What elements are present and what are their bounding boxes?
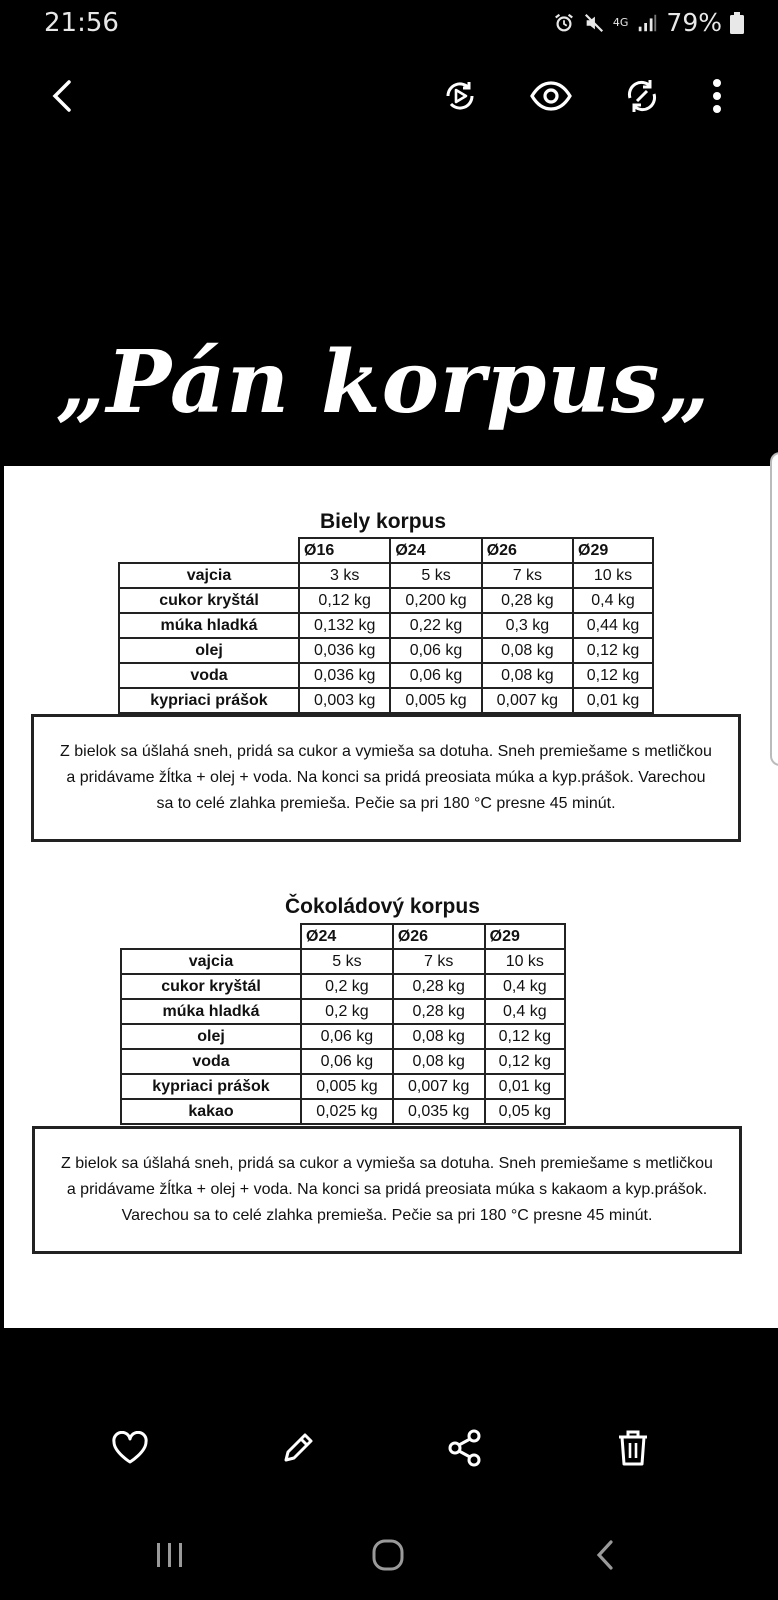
- status-time: 21:56: [44, 8, 119, 38]
- value-cell: 5 ks: [301, 949, 393, 974]
- edit-icon: [280, 1430, 316, 1466]
- more-options-button[interactable]: [695, 74, 739, 118]
- row-label: kakao: [121, 1099, 301, 1124]
- eye-icon: [530, 81, 572, 111]
- instructions-chocolate: [32, 1126, 742, 1254]
- value-cell: 0,22 kg: [390, 613, 481, 638]
- value-cell: 0,4 kg: [485, 974, 565, 999]
- status-bar: [0, 0, 778, 48]
- value-cell: 5 ks: [390, 563, 481, 588]
- system-nav-bar: [0, 1520, 778, 1590]
- header-cell: Ø24: [390, 538, 481, 563]
- instructions-white: [31, 714, 741, 842]
- value-cell: 0,06 kg: [390, 638, 481, 663]
- value-cell: 0,003 kg: [299, 688, 390, 713]
- row-label: kypriaci prášok: [119, 688, 299, 713]
- instruction-line: Z bielok sa úšlahá sneh, pridá sa cukor a vymieša sa dotuha. Sneh premiešame s metličkou: [60, 743, 712, 760]
- table-row: [121, 974, 565, 999]
- header-cell: Ø16: [299, 538, 390, 563]
- header-cell: Ø26: [482, 538, 573, 563]
- table-row: [121, 949, 565, 974]
- value-cell: 0,036 kg: [299, 663, 390, 688]
- table-row: [121, 1099, 565, 1124]
- delete-button[interactable]: [611, 1426, 655, 1470]
- row-label: olej: [121, 1024, 301, 1049]
- row-label: kypriaci prášok: [121, 1074, 301, 1099]
- section-title-chocolate: Čokoládový korpus: [285, 895, 480, 918]
- table-row: [119, 613, 653, 638]
- value-cell: 0,12 kg: [573, 638, 653, 663]
- image-banner: [4, 272, 778, 466]
- table-row: [121, 1074, 565, 1099]
- row-label: olej: [119, 638, 299, 663]
- back-nav-icon: [594, 1539, 616, 1571]
- value-cell: 0,4 kg: [573, 588, 653, 613]
- share-button[interactable]: [443, 1426, 487, 1470]
- back-icon: [49, 79, 75, 113]
- header-cell: Ø24: [301, 924, 393, 949]
- header-cell: Ø29: [485, 924, 565, 949]
- table-row: [119, 588, 653, 613]
- delete-icon: [617, 1429, 649, 1467]
- battery-icon: [730, 12, 744, 34]
- table-row: [119, 638, 653, 663]
- value-cell: 0,025 kg: [301, 1099, 393, 1124]
- network-4g-icon: 4G: [612, 16, 629, 29]
- instruction-line: sa to celé zlahka premieša. Pečie sa pri 180 °C presne 45 minút.: [156, 795, 616, 812]
- edge-panel-handle[interactable]: [770, 452, 778, 766]
- remaster-button[interactable]: [438, 74, 482, 118]
- instruction-line: Z bielok sa úšlahá sneh, pridá sa cukor a vymieša sa dotuha. Sneh premiešame s metličkou: [61, 1155, 713, 1172]
- instruction-line: Varechou sa to celé zlahka premieša. Pečie sa pri 180 °C presne 45 minút.: [121, 1207, 653, 1224]
- row-label: vajcia: [119, 563, 299, 588]
- eye-button[interactable]: [529, 74, 573, 118]
- status-icons: [553, 8, 744, 37]
- value-cell: 7 ks: [482, 563, 573, 588]
- value-cell: 0,12 kg: [299, 588, 390, 613]
- value-cell: 0,2 kg: [301, 974, 393, 999]
- value-cell: 0,06 kg: [301, 1024, 393, 1049]
- table-row: [119, 563, 653, 588]
- value-cell: 0,036 kg: [299, 638, 390, 663]
- remaster-icon: [442, 78, 478, 114]
- value-cell: 0,007 kg: [393, 1074, 485, 1099]
- value-cell: 0,12 kg: [573, 663, 653, 688]
- value-cell: 0,132 kg: [299, 613, 390, 638]
- header-cell: Ø26: [393, 924, 485, 949]
- value-cell: 0,08 kg: [482, 638, 573, 663]
- alarm-icon: [553, 12, 575, 34]
- table-row: [121, 1024, 565, 1049]
- share-icon: [447, 1429, 483, 1467]
- table-header-row: [119, 538, 653, 563]
- mute-icon: [583, 12, 605, 34]
- value-cell: 0,035 kg: [393, 1099, 485, 1124]
- home-button[interactable]: [363, 1530, 413, 1580]
- header-empty-cell: [119, 538, 299, 563]
- value-cell: 0,28 kg: [482, 588, 573, 613]
- row-label: cukor kryštál: [119, 588, 299, 613]
- table-header-row: [121, 924, 565, 949]
- table-chocolate: [120, 923, 566, 1125]
- favorite-button[interactable]: [108, 1426, 152, 1470]
- banner-title: „Pán korpus„: [56, 332, 711, 433]
- value-cell: 0,06 kg: [390, 663, 481, 688]
- value-cell: 0,005 kg: [390, 688, 481, 713]
- value-cell: 0,28 kg: [393, 999, 485, 1024]
- value-cell: 0,08 kg: [393, 1024, 485, 1049]
- instruction-line: a pridávame žĺtka + olej + voda. Na konci sa pridá preosiata múka a kyp.prášok. Varechou: [66, 769, 706, 786]
- row-label: voda: [121, 1049, 301, 1074]
- rotate-button[interactable]: [620, 74, 664, 118]
- value-cell: 0,12 kg: [485, 1024, 565, 1049]
- favorite-icon: [111, 1431, 149, 1465]
- value-cell: 0,44 kg: [573, 613, 653, 638]
- value-cell: 0,3 kg: [482, 613, 573, 638]
- value-cell: 0,200 kg: [390, 588, 481, 613]
- value-cell: 0,06 kg: [301, 1049, 393, 1074]
- rotate-icon: [624, 78, 660, 114]
- value-cell: 0,28 kg: [393, 974, 485, 999]
- row-label: voda: [119, 663, 299, 688]
- table-row: [121, 1049, 565, 1074]
- value-cell: 0,08 kg: [482, 663, 573, 688]
- back-button[interactable]: [40, 74, 84, 118]
- recents-button[interactable]: [145, 1530, 195, 1580]
- value-cell: 3 ks: [299, 563, 390, 588]
- value-cell: 0,12 kg: [485, 1049, 565, 1074]
- table-white: [118, 537, 654, 714]
- table-row: [121, 999, 565, 1024]
- value-cell: 7 ks: [393, 949, 485, 974]
- value-cell: 0,08 kg: [393, 1049, 485, 1074]
- value-cell: 10 ks: [485, 949, 565, 974]
- edit-button[interactable]: [276, 1426, 320, 1470]
- system-back-button[interactable]: [580, 1530, 630, 1580]
- value-cell: 0,2 kg: [301, 999, 393, 1024]
- value-cell: 0,007 kg: [482, 688, 573, 713]
- header-cell: Ø29: [573, 538, 653, 563]
- table-row: [119, 663, 653, 688]
- section-title-white: Biely korpus: [320, 510, 447, 533]
- value-cell: 0,05 kg: [485, 1099, 565, 1124]
- row-label: vajcia: [121, 949, 301, 974]
- instruction-line: a pridávame žĺtka + olej + voda. Na konci sa pridá preosiata múka s kakaom a kyp.prášok.: [66, 1181, 708, 1198]
- more-icon: [712, 78, 722, 114]
- row-label: múka hladká: [121, 999, 301, 1024]
- home-icon: [371, 1538, 405, 1572]
- photo-content[interactable]: [4, 272, 778, 1328]
- recents-icon: [155, 1542, 185, 1568]
- viewer-top-bar: [0, 60, 778, 130]
- header-empty-cell: [121, 924, 301, 949]
- value-cell: 0,01 kg: [485, 1074, 565, 1099]
- viewer-action-bar: [0, 1410, 778, 1490]
- signal-icon: [636, 12, 658, 34]
- value-cell: 0,01 kg: [573, 688, 653, 713]
- row-label: múka hladká: [119, 613, 299, 638]
- table-row: [119, 688, 653, 713]
- value-cell: 10 ks: [573, 563, 653, 588]
- battery-level: 79%: [666, 8, 722, 37]
- value-cell: 0,4 kg: [485, 999, 565, 1024]
- row-label: cukor kryštál: [121, 974, 301, 999]
- value-cell: 0,005 kg: [301, 1074, 393, 1099]
